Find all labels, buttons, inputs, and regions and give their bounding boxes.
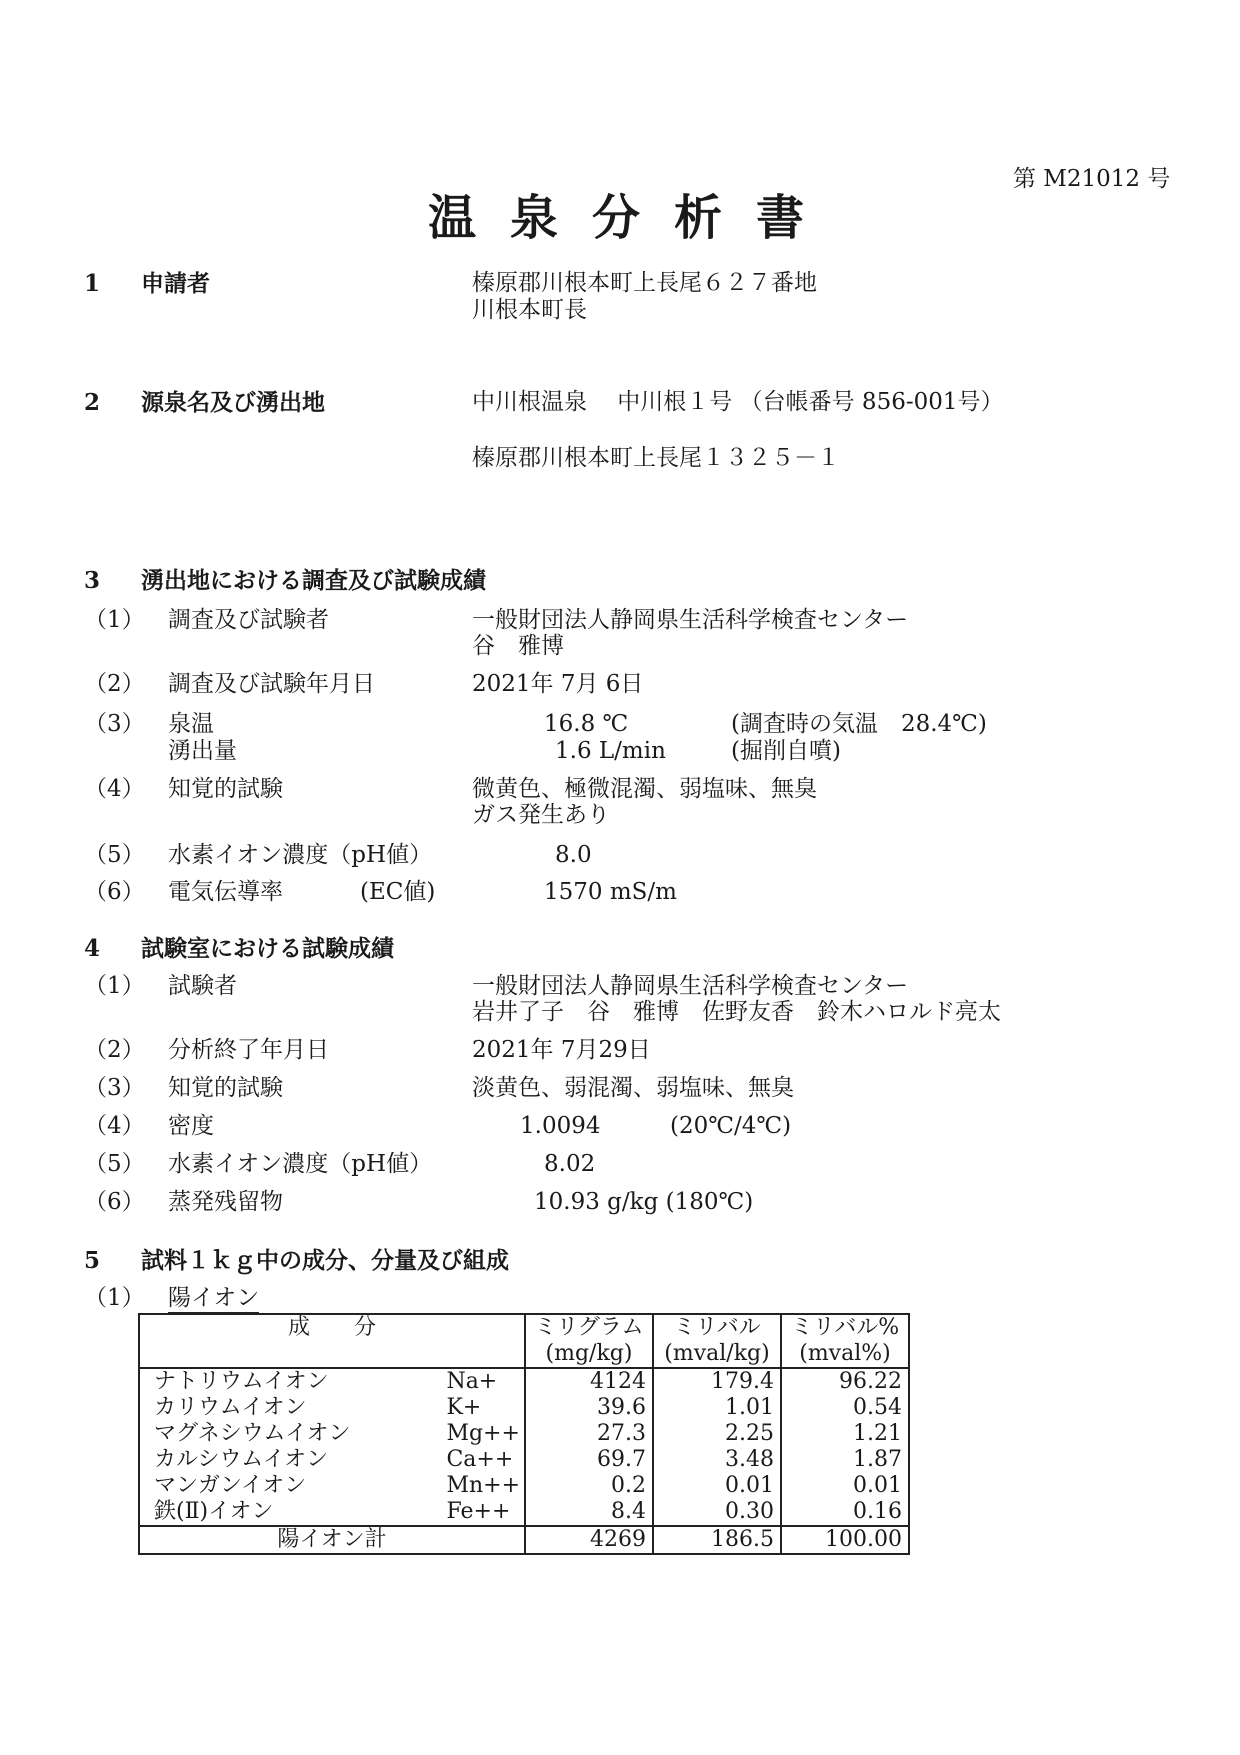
- section-2-number: 2: [84, 389, 101, 416]
- ion-mg: 0.2: [525, 1473, 653, 1499]
- s3-item-3-value: 16.8 ℃: [544, 711, 629, 737]
- s3-item-5-label: 水素イオン濃度（pH値）: [168, 842, 433, 868]
- header-mval-unit: (mval/kg): [653, 1341, 781, 1368]
- s3-item-3-label: 泉温: [168, 711, 214, 737]
- ion-mg: 8.4: [525, 1499, 653, 1526]
- total-mg: 4269: [525, 1526, 653, 1554]
- section-4-label: 試験室における試験成績: [141, 935, 394, 962]
- s3-item-4-label: 知覚的試験: [168, 776, 283, 802]
- s3-item-6-value: 1570 mS/m: [544, 879, 677, 905]
- table-row: [139, 1368, 909, 1395]
- applicant-name: 川根本町長: [472, 297, 587, 323]
- ion-name: 鉄(Ⅱ)イオン: [154, 1499, 274, 1524]
- section-3-number: 3: [84, 567, 101, 594]
- s4-item-4-value: 1.0094: [520, 1113, 601, 1139]
- ion-mg: 39.6: [525, 1395, 653, 1421]
- ion-mval: 0.01: [653, 1473, 781, 1499]
- header-component: 成 分: [287, 1315, 376, 1340]
- s3-item-2-number: （2）: [84, 671, 145, 697]
- ion-mval: 1.01: [653, 1395, 781, 1421]
- ion-pct: 0.54: [781, 1395, 909, 1421]
- s4-item-3-label: 知覚的試験: [168, 1075, 283, 1101]
- s4-item-1-value2: 岩井了子 谷 雅博 佐野友香 鈴木ハロルド亮太: [472, 999, 1001, 1025]
- header-mg: ミリグラム: [525, 1314, 653, 1341]
- s3-item-3-label2: 湧出量: [168, 738, 237, 764]
- s3-item-3-note2: (掘削自噴): [731, 738, 841, 764]
- s3-item-4-number: （4）: [84, 776, 145, 802]
- cation-subsection-number: （1）: [84, 1285, 145, 1311]
- cation-subsection-label: 陽イオン: [168, 1285, 260, 1311]
- s4-item-4-label: 密度: [168, 1113, 214, 1139]
- s3-item-5-number: （5）: [84, 842, 145, 868]
- section-2-label: 源泉名及び湧出地: [141, 389, 325, 416]
- s3-item-3-value2: 1.6 L/min: [555, 738, 666, 764]
- table-row: [139, 1499, 909, 1526]
- s3-item-4-value2: ガス発生あり: [472, 802, 610, 828]
- s3-item-4-value: 微黄色、極微混濁、弱塩味、無臭: [472, 776, 817, 802]
- ion-mval: 0.30: [653, 1499, 781, 1526]
- document-title: 温泉分析書: [428, 190, 839, 246]
- ion-symbol: Fe++: [446, 1499, 511, 1524]
- s3-item-1-label: 調査及び試験者: [168, 607, 329, 633]
- header-component-blank: [139, 1341, 525, 1368]
- table-row: [139, 1473, 909, 1499]
- ion-name: マグネシウムイオン: [154, 1421, 351, 1446]
- ion-symbol: Ca++: [446, 1447, 514, 1472]
- total-label: 陽イオン計: [139, 1526, 525, 1554]
- s4-item-4-note: (20℃/4℃): [670, 1113, 792, 1139]
- section-1-label: 申請者: [141, 270, 210, 297]
- s3-item-3-number: （3）: [84, 711, 145, 737]
- s4-item-3-number: （3）: [84, 1075, 145, 1101]
- ion-mval: 2.25: [653, 1421, 781, 1447]
- header-pct-unit: (mval%): [781, 1341, 909, 1368]
- spring-location: 榛原郡川根本町上長尾１３２５－１: [472, 445, 840, 471]
- s4-item-6-label: 蒸発残留物: [168, 1189, 283, 1215]
- ion-pct: 1.87: [781, 1447, 909, 1473]
- section-3-label: 湧出地における調査及び試験成績: [141, 567, 486, 594]
- s3-item-6-number: （6）: [84, 879, 145, 905]
- ion-mg: 69.7: [525, 1447, 653, 1473]
- ion-symbol: Na+: [446, 1369, 498, 1394]
- s4-item-1-number: （1）: [84, 973, 145, 999]
- s3-item-2-label: 調査及び試験年月日: [168, 671, 375, 697]
- header-pct: ミリバル%: [781, 1314, 909, 1341]
- total-mval: 186.5: [653, 1526, 781, 1554]
- s4-item-4-number: （4）: [84, 1113, 145, 1139]
- s3-item-5-value: 8.0: [555, 842, 592, 868]
- s4-item-2-value: 2021年 7月29日: [472, 1037, 651, 1063]
- ion-pct: 0.01: [781, 1473, 909, 1499]
- section-5-number: 5: [84, 1247, 101, 1274]
- ion-mg: 4124: [525, 1368, 653, 1395]
- s4-item-2-number: （2）: [84, 1037, 145, 1063]
- section-5-label: 試料１ｋｇ中の成分、分量及び組成: [141, 1247, 509, 1274]
- ion-pct: 96.22: [781, 1368, 909, 1395]
- ion-name: カリウムイオン: [154, 1395, 307, 1420]
- ion-mval: 3.48: [653, 1447, 781, 1473]
- s4-item-6-value: 10.93 g/kg (180℃): [534, 1189, 754, 1215]
- spring-name: 中川根温泉 中川根１号 （台帳番号 856-001号）: [472, 389, 1004, 415]
- s3-item-1-value: 一般財団法人静岡県生活科学検査センター: [472, 607, 909, 633]
- cation-table: [138, 1313, 910, 1555]
- ion-pct: 1.21: [781, 1421, 909, 1447]
- s4-item-5-value: 8.02: [544, 1151, 596, 1177]
- ion-mval: 179.4: [653, 1368, 781, 1395]
- header-mval: ミリバル: [653, 1314, 781, 1341]
- applicant-address: 榛原郡川根本町上長尾６２７番地: [472, 270, 817, 296]
- ion-mg: 27.3: [525, 1421, 653, 1447]
- s3-item-1-value2: 谷 雅博: [472, 633, 564, 659]
- s3-item-3-note: (調査時の気温 28.4℃): [731, 711, 987, 737]
- section-4-number: 4: [84, 935, 101, 962]
- total-row: [139, 1526, 909, 1554]
- s4-item-1-label: 試験者: [168, 973, 237, 999]
- s3-item-1-number: （1）: [84, 607, 145, 633]
- ion-name: ナトリウムイオン: [154, 1369, 329, 1394]
- s3-item-6-label: 電気伝導率: [168, 879, 283, 905]
- document-number: 第 M21012 号: [1013, 166, 1171, 192]
- s4-item-3-value: 淡黄色、弱混濁、弱塩味、無臭: [472, 1075, 794, 1101]
- s3-item-6-label-suffix: (EC値): [360, 879, 436, 905]
- total-pct: 100.00: [781, 1526, 909, 1554]
- s4-item-5-number: （5）: [84, 1151, 145, 1177]
- s4-item-5-label: 水素イオン濃度（pH値）: [168, 1151, 433, 1177]
- ion-name: カルシウムイオン: [154, 1447, 329, 1472]
- table-row: [139, 1447, 909, 1473]
- ion-symbol: Mn++: [446, 1473, 520, 1498]
- table-row: [139, 1421, 909, 1447]
- section-1-number: 1: [84, 270, 101, 297]
- s4-item-6-number: （6）: [84, 1189, 145, 1215]
- ion-symbol: K+: [446, 1395, 482, 1420]
- ion-pct: 0.16: [781, 1499, 909, 1526]
- table-row: [139, 1395, 909, 1421]
- header-mg-unit: (mg/kg): [525, 1341, 653, 1368]
- s4-item-1-value: 一般財団法人静岡県生活科学検査センター: [472, 973, 909, 999]
- ion-symbol: Mg++: [446, 1421, 520, 1446]
- ion-name: マンガンイオン: [154, 1473, 307, 1498]
- s3-item-2-value: 2021年 7月 6日: [472, 671, 644, 697]
- s4-item-2-label: 分析終了年月日: [168, 1037, 329, 1063]
